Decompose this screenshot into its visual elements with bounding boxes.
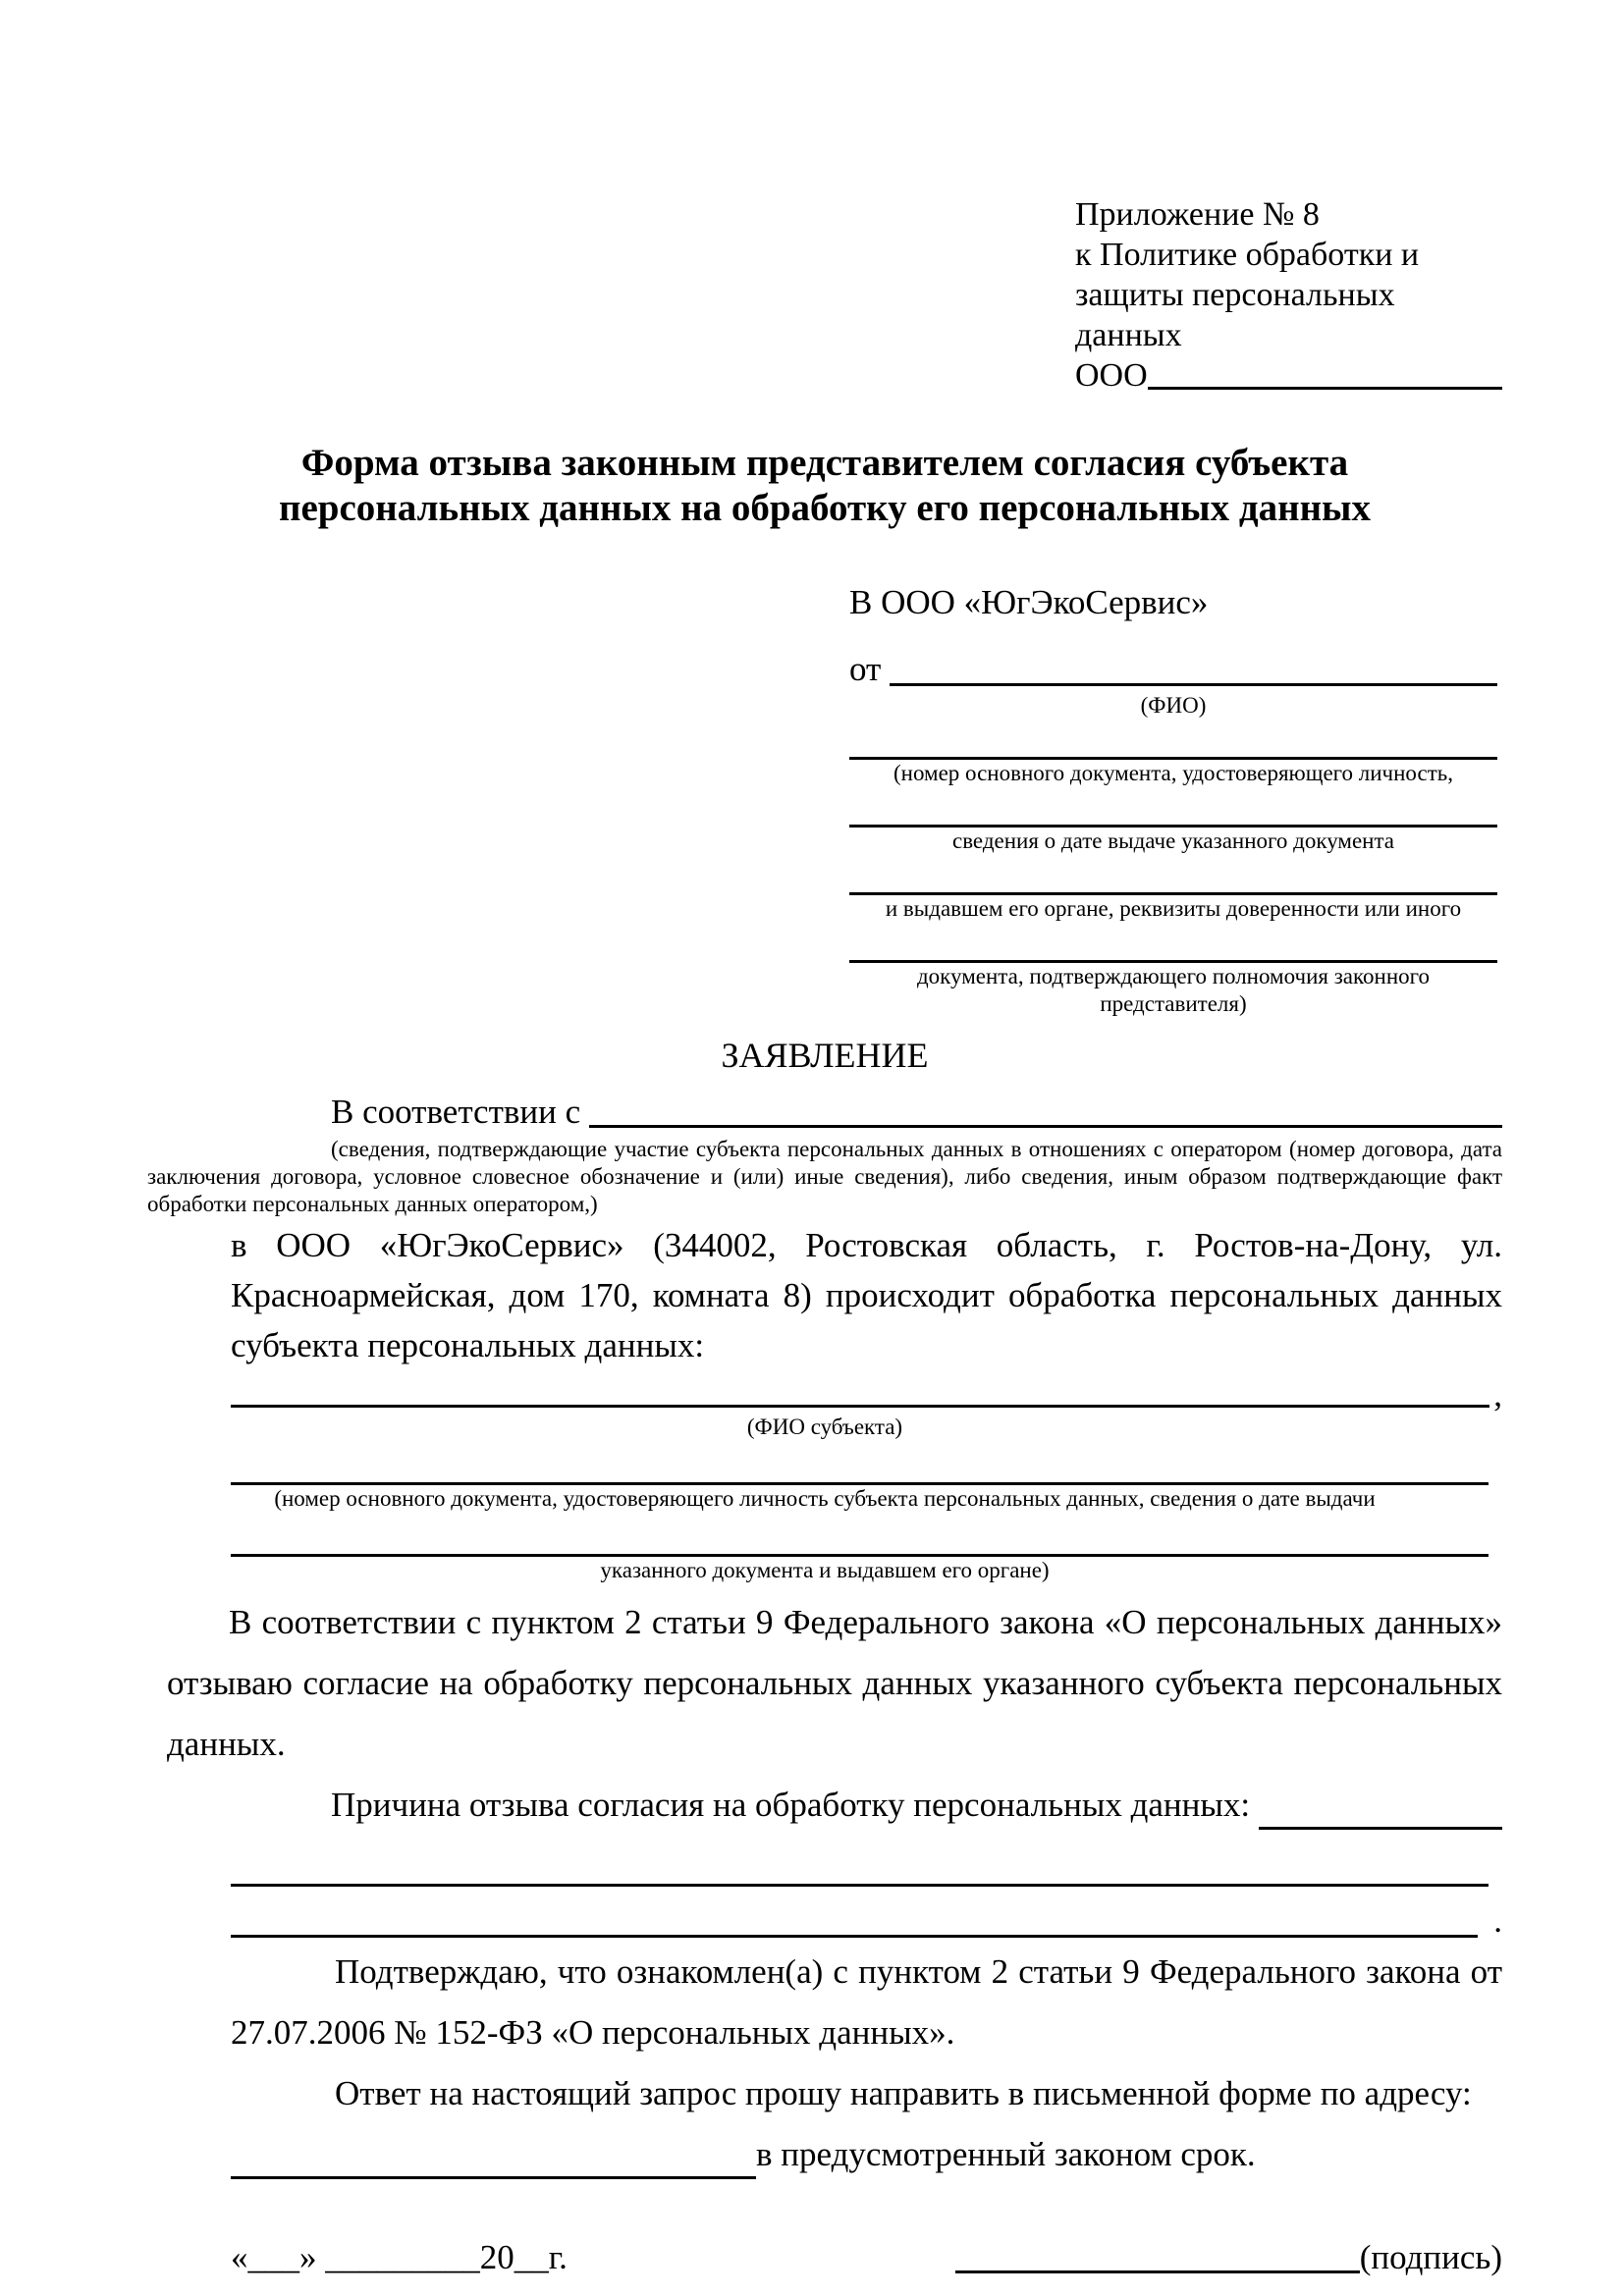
subject-fio-blank-line xyxy=(231,1405,1489,1408)
accordance-label: В соответствии с xyxy=(331,1093,581,1131)
subject-fio-caption: (ФИО субъекта) xyxy=(746,1415,903,1439)
company-name-blank-line xyxy=(1148,387,1502,390)
reason-row xyxy=(147,1775,1502,1836)
doc-blank-line-1 xyxy=(849,723,1497,760)
appendix-block xyxy=(1075,194,1502,396)
reason-label: Причина отзыва согласия на обработку персональных данных: xyxy=(331,1786,1251,1824)
from-row xyxy=(849,647,1497,692)
reply-suffix: в предусмотренный законом срок. xyxy=(756,2135,1256,2173)
appendix-line-3: защиты персональных данных xyxy=(1075,277,1395,353)
doc-blank-group-3 xyxy=(849,859,1497,923)
reason-trailing-period: . xyxy=(1493,1901,1502,1940)
document-title: Форма отзыва законным представителем согласия субъекта персональных данных на обработку его персональных данных xyxy=(278,442,1372,529)
accordance-row xyxy=(147,1091,1502,1134)
reason-blank-row-1 xyxy=(147,1836,1502,1887)
reason-blank-line-1 xyxy=(231,1884,1489,1887)
reply-address-row xyxy=(147,2124,1502,2185)
company-prefix: ООО xyxy=(1075,357,1148,394)
doc-blank-group-2 xyxy=(849,791,1497,855)
subject-doc-blank-line-1 xyxy=(231,1449,1489,1485)
fio-caption: (ФИО) xyxy=(1140,693,1207,718)
from-label: от xyxy=(849,650,882,688)
appendix-line-1: Приложение № 8 xyxy=(1075,196,1320,233)
subject-doc-caption-1: (номер основного документа, удостоверяющего личность субъекта персональных данных, сведения о дате выдачи xyxy=(274,1486,1376,1511)
doc-blank-line-2 xyxy=(849,791,1497,828)
appendix-company-row xyxy=(1075,355,1502,396)
appendix-line-2: к Политике обработки и xyxy=(1075,237,1420,273)
doc-blank-group-1 xyxy=(849,723,1497,787)
doc-blank-caption-2: сведения о дате выдаче указанного документа xyxy=(951,828,1395,853)
signature-caption: (подпись) xyxy=(1359,2238,1502,2276)
subject-fio-row xyxy=(231,1372,1502,1414)
doc-blank-caption-3: и выдавшем его органе, реквизиты доверенности или иного xyxy=(885,896,1462,921)
doc-blank-caption-4: документа, подтверждающего полномочия законного представителя) xyxy=(916,964,1430,1016)
signature-blank-line xyxy=(955,2270,1360,2273)
doc-blank-caption-1: (номер основного документа, удостоверяющего личность, xyxy=(893,761,1453,785)
doc-blank-line-3 xyxy=(849,859,1497,895)
confirm-paragraph: Подтверждаю, что ознакомлен(а) с пунктом 2 статьи 9 Федерального закона от 27.07.2006 № 152-ФЗ «О персональных данных». xyxy=(231,1952,1502,2052)
withdrawal-paragraph: В соответствии с пунктом 2 статьи 9 Федерального закона «О персональных данных» отзываю согласие на обработку персональных данных указанного субъекта персональных данных. xyxy=(167,1603,1502,1763)
date-line: «___» _________20__г. xyxy=(231,2238,568,2276)
subject-doc-caption-2: указанного документа и выдавшем его органе) xyxy=(600,1558,1050,1582)
reply-paragraph: Ответ на настоящий запрос прошу направить в письменной форме по адресу: xyxy=(335,2074,1472,2112)
reason-blank-row-2 xyxy=(147,1887,1502,1938)
reason-blank-line-2 xyxy=(231,1935,1478,1938)
subject-doc-blank-line-2 xyxy=(231,1521,1489,1557)
signature-group xyxy=(955,2234,1502,2281)
from-fio-blank-line xyxy=(890,683,1497,686)
subject-fio-trailing-comma: , xyxy=(1493,1375,1502,1414)
basis-caption: (сведения, подтверждающие участие субъекта персональных данных в отношениях с оператором (номер договора, дата заключения договора, условное словесное обозначение и (или) иные сведения), либо сведения, иным образом подтверждающие факт обработки персональных данных оператором,) xyxy=(147,1137,1502,1216)
addressee-block xyxy=(849,580,1497,1018)
reply-address-blank-line xyxy=(231,2176,756,2179)
doc-blank-line-4 xyxy=(849,927,1497,963)
operator-paragraph: в ООО «ЮгЭкоСервис» (344002, Ростовская область, г. Ростов-на-Дону, ул. Красноармейская, дом 170, комната 8) происходит обработка персональных данных субъекта персональных данных: xyxy=(231,1226,1502,1364)
addressee-to: В ООО «ЮгЭкоСервис» xyxy=(849,583,1209,621)
accordance-blank-line xyxy=(589,1125,1502,1128)
statement-heading: ЗАЯВЛЕНИЕ xyxy=(721,1036,929,1075)
doc-blank-group-4 xyxy=(849,927,1497,1018)
reason-blank-line-short xyxy=(1259,1827,1502,1830)
footer-row xyxy=(147,2234,1502,2281)
